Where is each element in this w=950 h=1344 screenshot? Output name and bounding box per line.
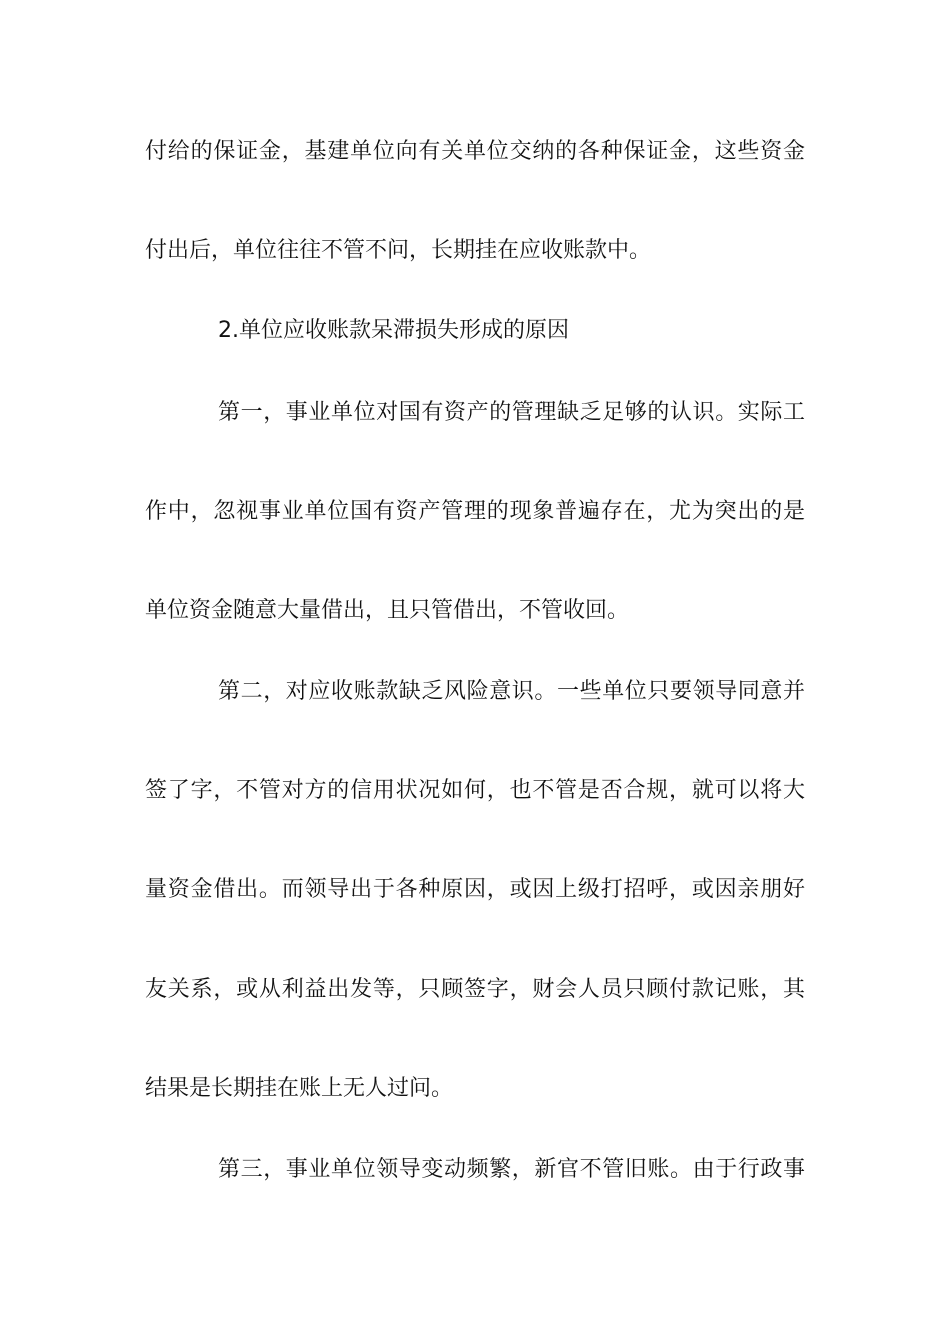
- paragraph-line: 友关系，或从利益出发等，只顾签字，财会人员只顾付款记账，其: [145, 977, 805, 1002]
- paragraph-line: 第一，事业单位对国有资产的管理缺乏足够的认识。实际工: [218, 400, 805, 425]
- paragraph-line: 结果是长期挂在账上无人过问。: [145, 1076, 454, 1101]
- paragraph-line: 付给的保证金，基建单位向有关单位交纳的各种保证金，这些资金: [145, 139, 805, 164]
- paragraph-line: 作中，忽视事业单位国有资产管理的现象普遍存在，尤为突出的是: [145, 499, 805, 524]
- paragraph-line: 签了字，不管对方的信用状况如何，也不管是否合规，就可以将大: [145, 778, 805, 803]
- paragraph-line: 单位资金随意大量借出，且只管借出，不管收回。: [145, 598, 630, 623]
- paragraph-line: 付出后，单位往往不管不问，长期挂在应收账款中。: [145, 238, 652, 263]
- section-heading: 2.单位应收账款呆滞损失形成的原因: [218, 318, 569, 343]
- paragraph-line: 第二，对应收账款缺乏风险意识。一些单位只要领导同意并: [218, 679, 805, 704]
- paragraph-line: 量资金借出。而领导出于各种原因，或因上级打招呼，或因亲朋好: [145, 877, 805, 902]
- paragraph-line: 第三，事业单位领导变动频繁，新官不管旧账。由于行政事: [218, 1157, 805, 1182]
